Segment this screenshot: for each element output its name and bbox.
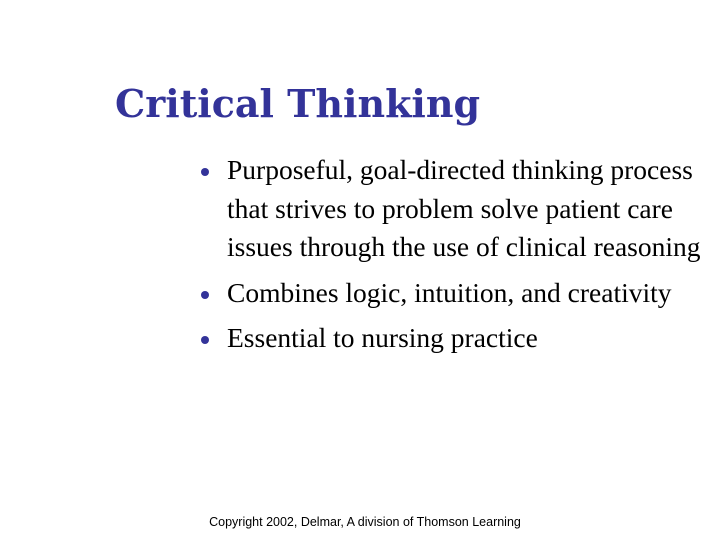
copyright-footer: Copyright 2002, Delmar, A division of Thomson Learning [209, 515, 521, 529]
bullet-list [198, 151, 708, 365]
slide-title: Critical Thinking [115, 81, 481, 126]
bullet-text: Purposeful, goal-directed thinking process that strives to problem solve patient care issues through the use of clinical reasoning [227, 154, 701, 262]
bullet-text: Combines logic, intuition, and creativity [227, 276, 672, 308]
bullet-marker-icon [201, 336, 209, 344]
bullet-item [198, 319, 708, 358]
bullet-item [198, 151, 708, 267]
bullet-marker-icon [201, 291, 209, 299]
bullet-text: Essential to nursing practice [227, 322, 538, 353]
bullet-marker-icon [201, 168, 209, 176]
bullet-item [198, 274, 708, 313]
